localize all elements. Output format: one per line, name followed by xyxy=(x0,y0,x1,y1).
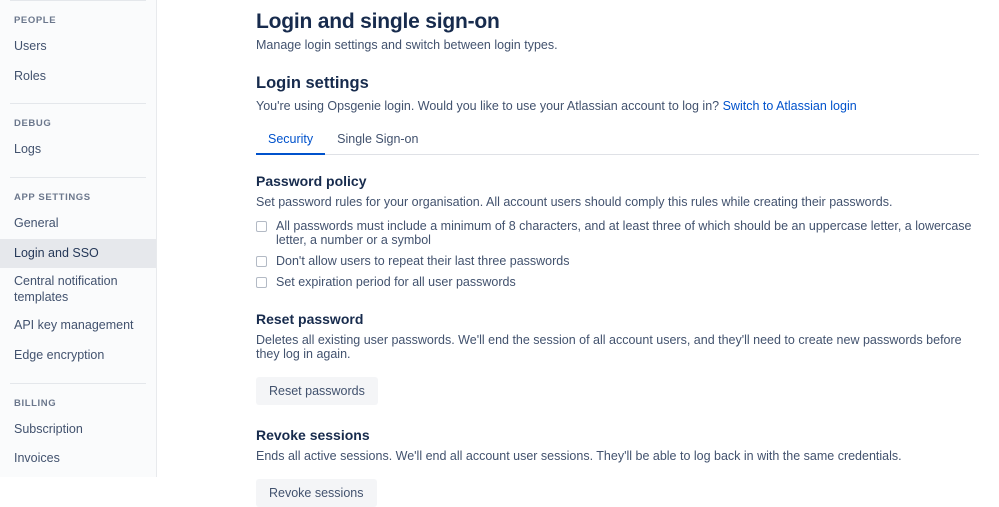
login-settings-description-text: You're using Opsgenie login. Would you like to use your Atlassian account to log in? xyxy=(256,99,723,113)
sidebar-section-label-app-settings: APP SETTINGS xyxy=(14,191,91,203)
sidebar-item-logs[interactable]: Logs xyxy=(14,142,42,157)
password-rule-label: Don't allow users to repeat their last three passwords xyxy=(276,254,570,268)
login-settings-tabs xyxy=(256,127,979,155)
tab-single-sign-on[interactable]: Single Sign-on xyxy=(337,132,419,146)
reset-password-description: Deletes all existing user passwords. We'll end the session of all account users, and they'll need to create new passwords before they log in again. xyxy=(256,333,962,361)
checkbox-icon[interactable] xyxy=(256,221,267,232)
sidebar-section-label-billing: BILLING xyxy=(14,397,57,409)
reset-passwords-button[interactable]: Reset passwords xyxy=(256,377,378,405)
revoke-sessions-title: Revoke sessions xyxy=(256,427,370,443)
main-content xyxy=(157,0,999,500)
password-policy-title: Password policy xyxy=(256,173,367,189)
revoke-sessions-description: Ends all active sessions. We'll end all account user sessions. They'll be able to log back in with the same credentials. xyxy=(256,449,902,463)
sidebar-item-general[interactable]: General xyxy=(14,215,59,230)
checkbox-icon[interactable] xyxy=(256,277,267,288)
password-rule-label: All passwords must include a minimum of 8 characters, and at least three of which should be an uppercase letter, a lowercase letter, a number or a symbol xyxy=(276,219,972,247)
sidebar xyxy=(0,0,157,477)
switch-to-atlassian-login-link[interactable]: Switch to Atlassian login xyxy=(722,99,857,113)
sidebar-item-edge-encryption[interactable]: Edge encryption xyxy=(14,348,105,362)
checkbox-icon[interactable] xyxy=(256,256,267,267)
revoke-sessions-block xyxy=(256,427,979,507)
password-rule-label: Set expiration period for all user passwords xyxy=(276,275,516,289)
page-subtitle: Manage login settings and switch between login types. xyxy=(256,38,558,52)
tab-security[interactable]: Security xyxy=(256,127,325,155)
page-title: Login and single sign-on xyxy=(256,10,500,33)
sidebar-item-invoices[interactable]: Invoices xyxy=(14,451,60,466)
sidebar-item-roles[interactable]: Roles xyxy=(14,68,46,83)
sidebar-item-api-key-management[interactable]: API key management xyxy=(14,318,134,333)
password-rule-row[interactable] xyxy=(256,254,979,268)
login-settings-description xyxy=(256,99,979,113)
sidebar-section-label-people: PEOPLE xyxy=(14,15,57,26)
reset-password-block xyxy=(256,311,979,405)
sidebar-item-users[interactable]: Users xyxy=(14,39,47,53)
sidebar-section-label-debug: DEBUG xyxy=(14,118,52,130)
password-rule-row[interactable] xyxy=(256,275,979,289)
sidebar-item-subscription[interactable]: Subscription xyxy=(14,421,83,436)
revoke-sessions-button[interactable]: Revoke sessions xyxy=(256,479,377,507)
login-settings-title: Login settings xyxy=(256,74,369,92)
sidebar-item-login-and-sso[interactable]: Login and SSO xyxy=(0,239,156,269)
reset-password-title: Reset password xyxy=(256,311,364,327)
password-rule-row[interactable] xyxy=(256,219,979,247)
password-policy-description: Set password rules for your organisation. All account users should comply this rules while creating their passwords. xyxy=(256,195,893,209)
sidebar-item-central-notification-templates[interactable]: Central notification templates xyxy=(14,274,118,304)
